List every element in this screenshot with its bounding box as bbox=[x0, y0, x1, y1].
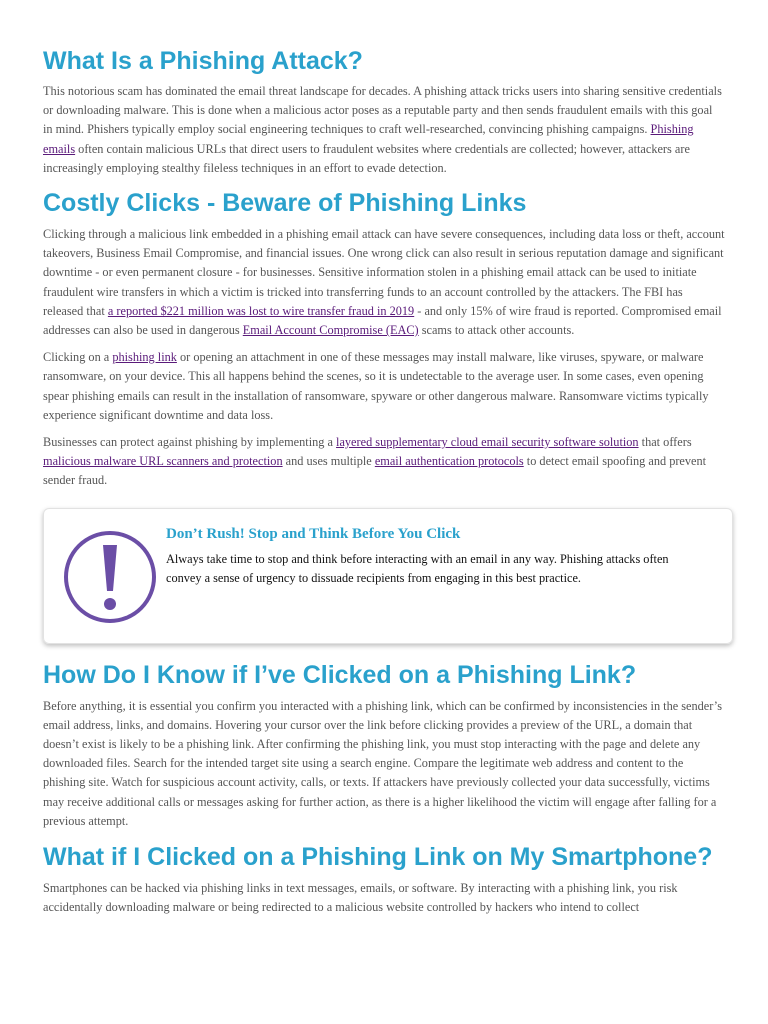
link-email-account-compromise[interactable]: Email Account Compromise (EAC) bbox=[242, 323, 419, 338]
paragraph-phishing-definition bbox=[43, 82, 725, 178]
text-run: This notorious scam has dominated the email threat landscape for decades. A phishing attack tricks users into sharing sensitive credentials or downloading malware. This is done when a malicious actor poses as a reputable party and then sends fraudulent emails with this goal in mind. Phishers typically employ social engineering techniques to craft well-researched, convincing phishing campaigns. bbox=[43, 84, 722, 137]
text-run: Clicking through a malicious link embedded in a phishing email attack can have severe consequences, including data loss or theft, account takeovers, Business Email Compromise, and financial issues. One wrong click can also result in serious reputation damage and significant downtime - or even permanent closure - for businesses. Sensitive information stolen in a phishing email attack can be used to initiate fraudulent wire transfers in which a victim is tricked into transferring funds to an account controlled by the attackers. The FBI has released that bbox=[43, 227, 725, 318]
exclamation-circle-icon bbox=[62, 529, 158, 625]
heading-clicked-phishing-link: How Do I Know if I’ve Clicked on a Phishing Link? bbox=[43, 660, 637, 689]
paragraph-confirm-interaction: Before anything, it is essential you confirm you interacted with a phishing link, which can be confirmed by inconsistencies in the sender’s email address, links, and domains. Hovering your cursor over the link before clicking provides a preview of the URL, a domain that doesn’t exist is likely to be a phishing link. After confirming the phishing link, you must stop interacting with the page and delete any downloaded files. Search for the intended target site using a search engine. Compare the legitimate web address and content to the phishing site. Watch for suspicious account activity, calls, or texts. If attackers have previously collected your data successfully, victims may receive additional calls or messages asking for further action, as there is a higher likelihood the victim will engage after falling for a previous attempt. bbox=[43, 698, 723, 828]
paragraph-malware-install bbox=[43, 348, 725, 425]
text-run: Clicking on a bbox=[43, 350, 113, 365]
heading-smartphone: What if I Clicked on a Phishing Link on My Smartphone? bbox=[43, 843, 713, 872]
text-run: often contain malicious URLs that direct users to fraudulent websites where credentials are collected; however, attackers are increasingly employing stealthy fileless techniques in an effort to evade detection. bbox=[43, 141, 690, 175]
callout-body: Always take time to stop and think before interacting with an email in any way. Phishing attacks often convey a sense of urgency to dissuade recipients from engaging in this best practice. bbox=[166, 551, 669, 586]
link-url-scanners[interactable]: malicious malware URL scanners and protection bbox=[43, 454, 283, 469]
callout-box bbox=[43, 508, 733, 644]
link-wire-fraud-report[interactable]: a reported $221 million was lost to wire transfer fraud in 2019 bbox=[107, 303, 415, 318]
link-email-authentication[interactable]: email authentication protocols bbox=[374, 454, 524, 469]
callout-title: Don’t Rush! Stop and Think Before You Click bbox=[166, 525, 461, 542]
text-run: that offers bbox=[638, 435, 692, 450]
text-run: scams to attack other accounts. bbox=[418, 323, 575, 338]
text-run: Businesses can protect against phishing by implementing a bbox=[43, 435, 337, 450]
heading-costly-clicks: Costly Clicks - Beware of Phishing Links bbox=[43, 189, 527, 218]
text-run: to detect email spoofing and prevent sender fraud. bbox=[43, 454, 707, 488]
paragraph-smartphone: Smartphones can be hacked via phishing links in text messages, emails, or software. By interacting with a phishing link, you risk accidentally downloading malware or being redirected to a malicious website controlled by hackers who intend to collect bbox=[43, 881, 678, 915]
paragraph-consequences bbox=[43, 225, 725, 340]
link-cloud-email-security[interactable]: layered supplementary cloud email security software solution bbox=[336, 435, 639, 450]
text-run: and uses multiple bbox=[282, 454, 375, 469]
paragraph-protection bbox=[43, 433, 725, 491]
link-phishing-link[interactable]: phishing link bbox=[112, 350, 177, 365]
text-run: - and only 15% of wire fraud is reported. Compromised email addresses can also be used in dangerous bbox=[43, 303, 722, 338]
heading-what-is-phishing: What Is a Phishing Attack? bbox=[43, 47, 363, 75]
link-phishing-emails[interactable]: Phishing emails bbox=[43, 122, 694, 156]
text-run: or opening an attachment in one of these messages may install malware, like viruses, spyware, or malware ransomware, on your device. This all happens behind the scenes, so it is undetectable to the average user. In some cases, even opening spear phishing emails can result in the installation of ransomware, spyware or other dangerous malware. Ransomware victims typically experience significant downtime and data loss. bbox=[43, 350, 709, 422]
